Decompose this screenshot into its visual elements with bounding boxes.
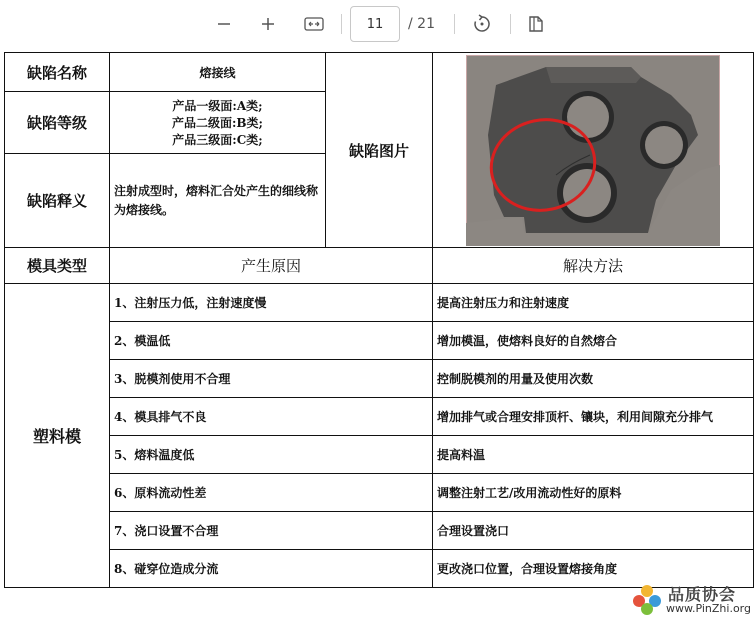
defect-name-label: 缺陷名称	[5, 53, 110, 92]
cause-cell: 1、注射压力低，注射速度慢	[110, 284, 433, 322]
pdf-toolbar	[0, 0, 756, 50]
cause-cell: 6、原料流动性差	[110, 474, 433, 512]
cause-cell: 7、浇口设置不合理	[110, 512, 433, 550]
solution-cell: 更改浇口位置，合理设置熔接角度	[433, 550, 754, 588]
zoom-in-button[interactable]	[254, 10, 282, 38]
defect-name-value: 熔接线	[110, 53, 326, 92]
solution-cell: 提高料温	[433, 436, 754, 474]
page-view-icon	[526, 14, 546, 34]
defect-photo	[466, 55, 720, 246]
zoom-out-button[interactable]	[210, 10, 238, 38]
document-page	[0, 50, 756, 621]
solution-cell: 合理设置浇口	[433, 512, 754, 550]
pinzhi-watermark	[630, 582, 756, 618]
rotate-icon	[472, 14, 492, 34]
watermark-title: 品质协会	[668, 585, 737, 604]
solution-cell: 增加模温，使熔料良好的自然熔合	[433, 322, 754, 360]
cause-cell: 5、熔料温度低	[110, 436, 433, 474]
defect-desc-value: 注射成型时，熔料汇合处产生的细线称为熔接线。	[110, 154, 326, 248]
header-solution: 解决方法	[433, 248, 754, 284]
cause-cell: 4、模具排气不良	[110, 398, 433, 436]
fit-width-icon	[304, 16, 324, 32]
toolbar-divider	[454, 14, 455, 34]
solution-cell: 控制脱模剂的用量及使用次数	[433, 360, 754, 398]
rotate-button[interactable]	[468, 10, 496, 38]
page-view-button[interactable]	[522, 10, 550, 38]
level-a-text: 产品一级面:A类;	[172, 99, 263, 113]
cause-cell: 3、脱模剂使用不合理	[110, 360, 433, 398]
defect-table	[4, 52, 754, 588]
fit-width-button[interactable]	[300, 10, 328, 38]
defect-level-label: 缺陷等级	[5, 92, 110, 154]
minus-icon	[216, 16, 232, 32]
level-b-text: 产品二级面:B类;	[171, 116, 263, 130]
pinzhi-logo-icon	[630, 582, 664, 616]
defect-image-label: 缺陷图片	[326, 53, 433, 248]
watermark-url: www.PinZhi.org	[666, 602, 751, 615]
cause-cell: 8、碰穿位造成分流	[110, 550, 433, 588]
defect-level-value	[110, 92, 326, 154]
defect-desc-label: 缺陷释义	[5, 154, 110, 248]
level-c-text: 产品三级面:C类;	[172, 133, 263, 147]
cause-cell: 2、模温低	[110, 322, 433, 360]
solution-cell: 提高注射压力和注射速度	[433, 284, 754, 322]
header-cause: 产生原因	[110, 248, 433, 284]
plus-icon	[260, 16, 276, 32]
page-total: / 21	[408, 16, 435, 32]
mold-type-value: 塑料模	[5, 284, 110, 588]
toolbar-divider	[341, 14, 342, 34]
solution-cell: 调整注射工艺/改用流动性好的原料	[433, 474, 754, 512]
defect-photo-cell	[433, 53, 754, 248]
page-number-input[interactable]	[350, 6, 400, 42]
header-mold-type: 模具类型	[5, 248, 110, 284]
solution-cell: 增加排气或合理安排顶杆、镶块，利用间隙充分排气	[433, 398, 754, 436]
toolbar-divider	[510, 14, 511, 34]
